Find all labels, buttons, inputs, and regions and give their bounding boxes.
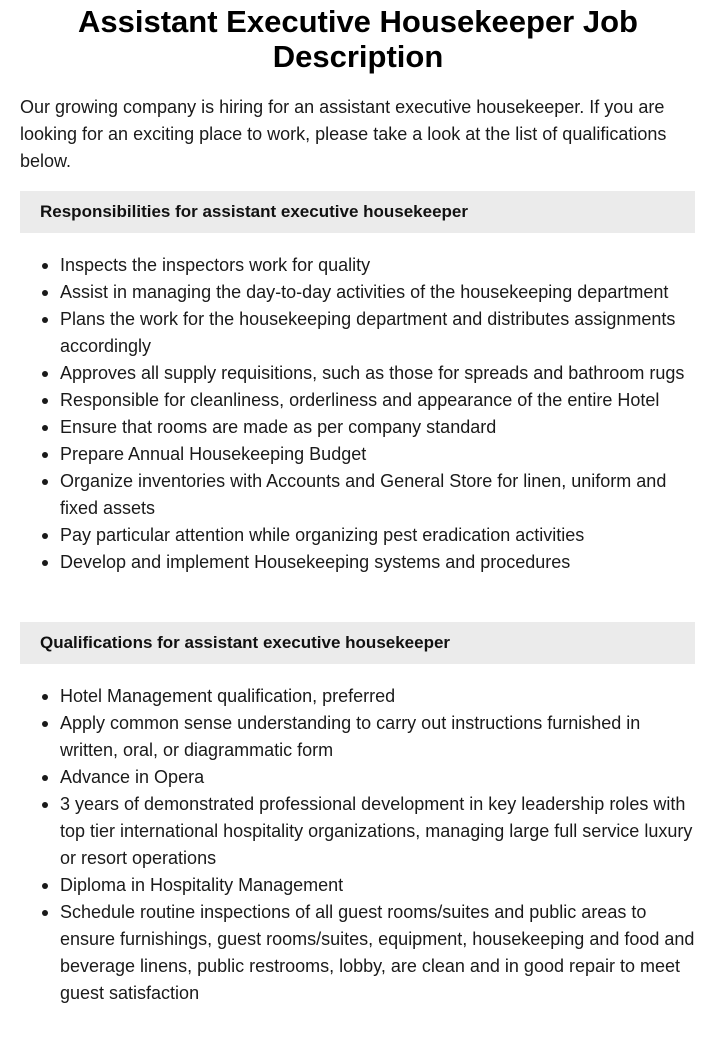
- list-item: Approves all supply requisitions, such as those for spreads and bathroom rugs: [60, 360, 700, 387]
- list-item: Ensure that rooms are made as per company standard: [60, 414, 700, 441]
- list-item: Develop and implement Housekeeping systems and procedures: [60, 549, 700, 576]
- list-item: Inspects the inspectors work for quality: [60, 252, 700, 279]
- list-item: Responsible for cleanliness, orderliness and appearance of the entire Hotel: [60, 387, 700, 414]
- qualifications-list: [20, 683, 700, 1007]
- page-title: Assistant Executive Housekeeper Job Description: [78, 4, 638, 74]
- responsibilities-heading: Responsibilities for assistant executive housekeeper: [20, 191, 695, 233]
- list-item: Plans the work for the housekeeping department and distributes assignments accordingly: [60, 306, 700, 360]
- responsibilities-list: [20, 252, 700, 576]
- list-item: Prepare Annual Housekeeping Budget: [60, 441, 700, 468]
- qualifications-heading: Qualifications for assistant executive housekeeper: [20, 622, 695, 664]
- list-item: Pay particular attention while organizing pest eradication activities: [60, 522, 700, 549]
- list-item: 3 years of demonstrated professional development in key leadership roles with top tier international hospitality organizations, managing large full service luxury or resort operations: [60, 791, 700, 872]
- list-item: Assist in managing the day-to-day activities of the housekeeping department: [60, 279, 700, 306]
- intro-paragraph: Our growing company is hiring for an assistant executive housekeeper. If you are looking for an exciting place to work, please take a look at the list of qualifications below.: [20, 97, 667, 171]
- list-item: Apply common sense understanding to carry out instructions furnished in written, oral, or diagrammatic form: [60, 710, 700, 764]
- list-item: Advance in Opera: [60, 764, 700, 791]
- list-item: Diploma in Hospitality Management: [60, 872, 700, 899]
- list-item: Schedule routine inspections of all guest rooms/suites and public areas to ensure furnishings, guest rooms/suites, equipment, housekeeping and food and beverage linens, public restrooms, lobby, are clean and in good repair to meet guest satisfaction: [60, 899, 700, 1007]
- list-item: Organize inventories with Accounts and General Store for linen, uniform and fixed assets: [60, 468, 700, 522]
- list-item: Hotel Management qualification, preferred: [60, 683, 700, 710]
